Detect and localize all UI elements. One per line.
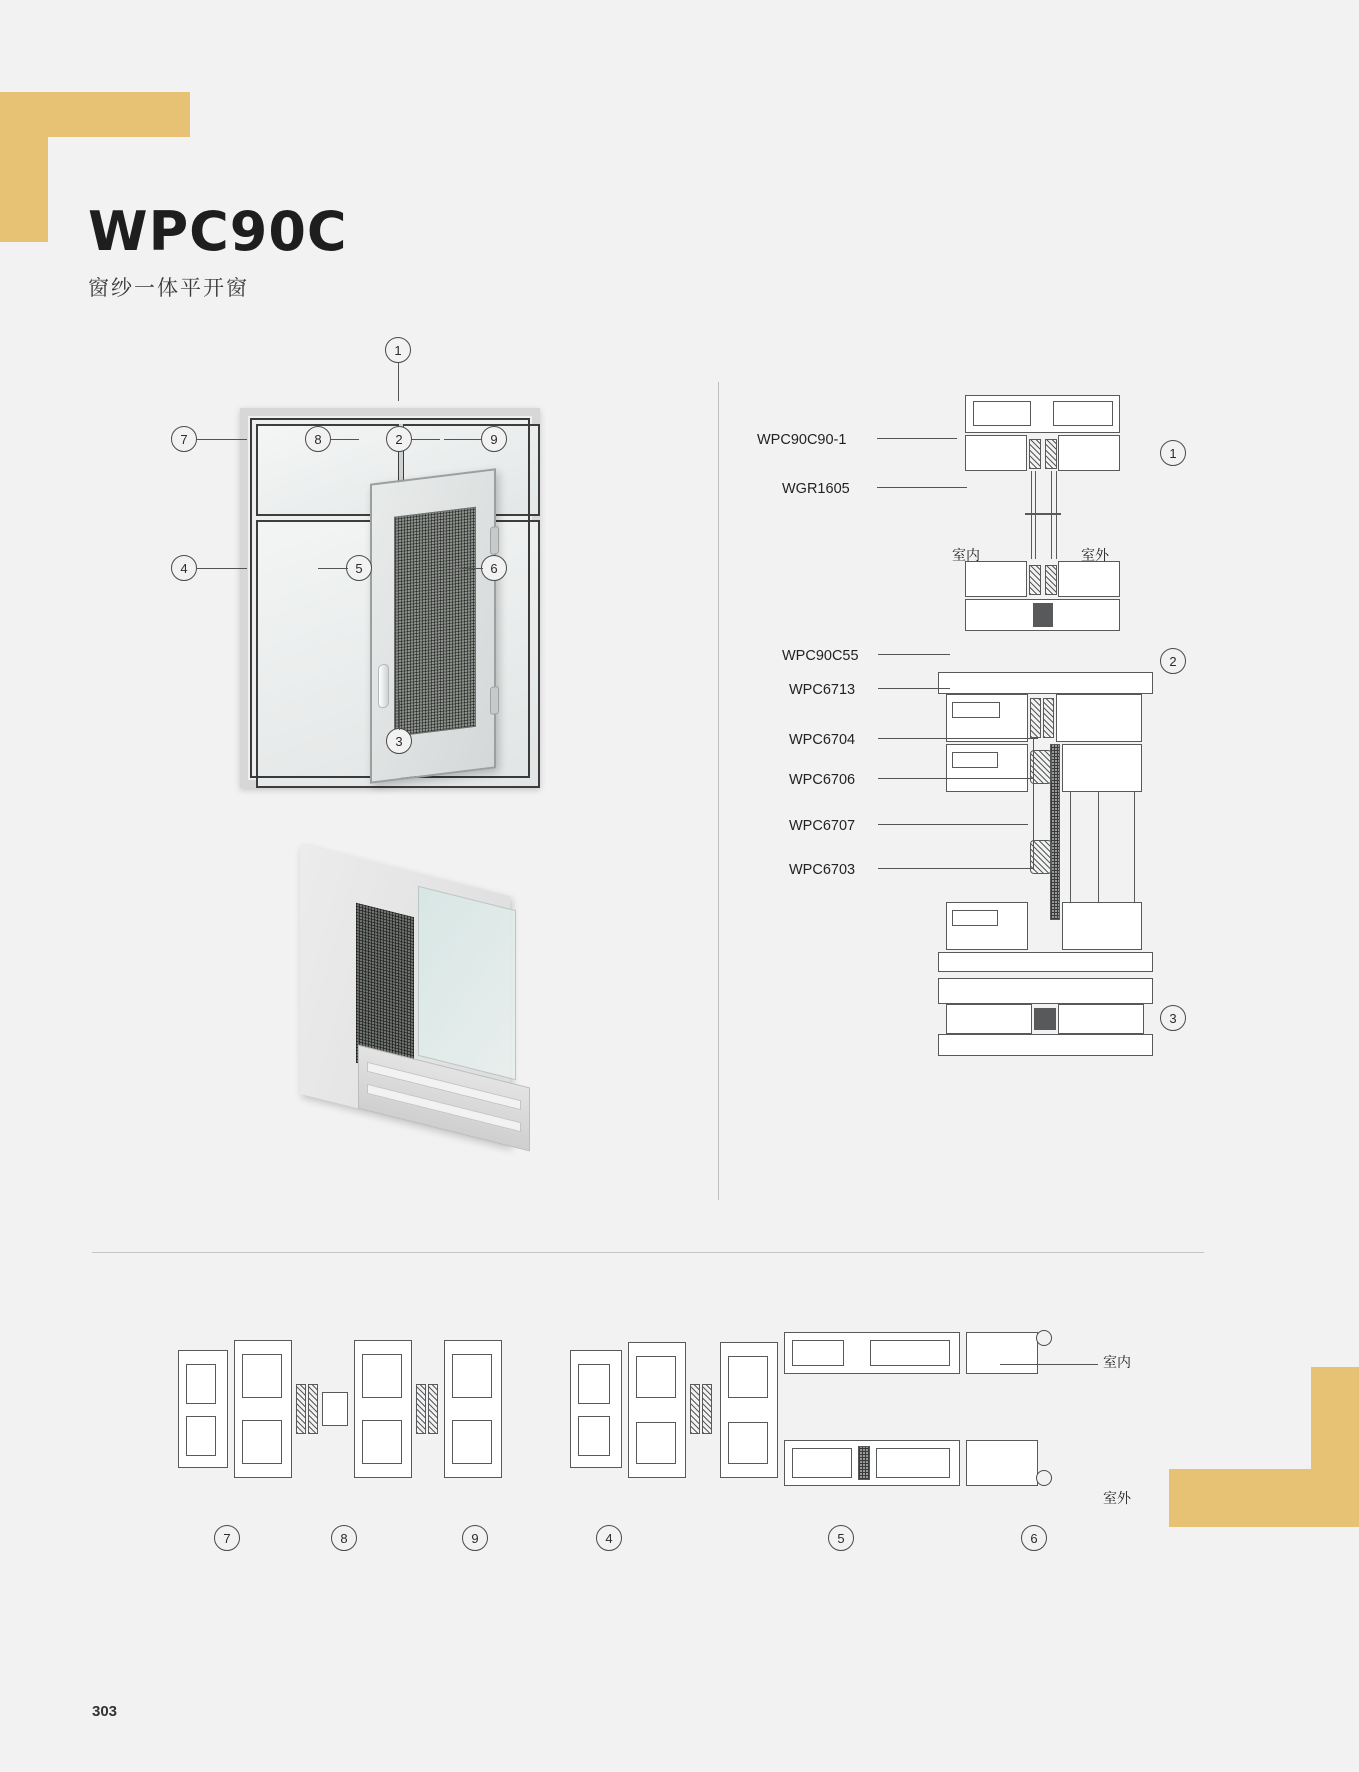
bottom-profile-group-b <box>570 1330 1090 1490</box>
leader-callout-5 <box>318 568 348 569</box>
bottom-callout-9: 9 <box>462 1525 488 1551</box>
callout-6: 6 <box>481 555 507 581</box>
detail-callout-1: 1 <box>1160 440 1186 466</box>
decor-corner-top-left-vertical <box>0 137 48 242</box>
label-indoor-1: 室内 <box>952 547 980 563</box>
label-wpc6703: WPC6703 <box>789 862 856 878</box>
leader-wpc6713 <box>878 688 950 689</box>
page-number: 303 <box>92 1703 118 1720</box>
label-wgr1605: WGR1605 <box>782 481 850 497</box>
page-title: WPC90C <box>88 200 348 263</box>
label-wpc90c55: WPC90C55 <box>782 648 859 664</box>
detail-1-drawing <box>955 395 1130 645</box>
callout-2: 2 <box>386 426 412 452</box>
window-hinge-bottom <box>490 686 499 715</box>
leader-wpc6703 <box>878 868 1033 869</box>
label-wpc6706: WPC6706 <box>789 772 856 788</box>
decor-corner-top-left-horizontal <box>0 92 190 137</box>
horizontal-divider <box>92 1252 1204 1253</box>
leader-callout-7 <box>197 439 247 440</box>
leader-wpc6707 <box>878 824 1028 825</box>
label-wpc6713: WPC6713 <box>789 682 856 698</box>
callout-8: 8 <box>305 426 331 452</box>
detail-2-drawing <box>938 672 1153 972</box>
leader-wpc90c90-1 <box>877 438 957 439</box>
label-outdoor-bottom: 室外 <box>1103 1490 1131 1506</box>
leader-wpc90c55 <box>878 654 950 655</box>
bottom-callout-6: 6 <box>1021 1525 1047 1551</box>
leader-callout-6 <box>455 568 483 569</box>
leader-vertical-detail2 <box>1033 738 1034 870</box>
bottom-callout-5: 5 <box>828 1525 854 1551</box>
callout-5: 5 <box>346 555 372 581</box>
bottom-profile-row <box>0 1320 1359 1580</box>
detail-callout-2: 2 <box>1160 648 1186 674</box>
vertical-divider <box>718 382 719 1200</box>
window-handle <box>378 663 389 708</box>
leader-callout-3 <box>399 700 400 730</box>
label-wpc6704: WPC6704 <box>789 732 856 748</box>
page-title-block <box>88 200 348 302</box>
label-outdoor-1: 室外 <box>1081 547 1109 563</box>
section-glass <box>418 886 516 1080</box>
detail-callout-3: 3 <box>1160 1005 1186 1031</box>
bottom-profile-group-a <box>178 1340 518 1480</box>
label-indoor-bottom: 室内 <box>1103 1354 1131 1370</box>
leader-wgr1605 <box>877 487 967 488</box>
leader-callout-9 <box>444 439 482 440</box>
bottom-callout-7: 7 <box>214 1525 240 1551</box>
label-wpc6707: WPC6707 <box>789 818 856 834</box>
leader-wpc6704 <box>878 738 1038 739</box>
callout-9: 9 <box>481 426 507 452</box>
callout-1: 1 <box>385 337 411 363</box>
leader-callout-1 <box>398 363 399 401</box>
callout-3: 3 <box>386 728 412 754</box>
window-hinge-top <box>490 526 499 555</box>
page-subtitle: 窗纱一体平开窗 <box>88 277 249 300</box>
leader-callout-4 <box>197 568 247 569</box>
window-screen-mesh <box>394 507 476 737</box>
leader-callout-2 <box>412 439 440 440</box>
detail-3-drawing <box>938 978 1153 1058</box>
callout-4: 4 <box>171 555 197 581</box>
label-wpc90c90-1: WPC90C90-1 <box>757 432 847 448</box>
corner-section-photo <box>300 870 590 1160</box>
leader-callout-8 <box>331 439 359 440</box>
bottom-callout-8: 8 <box>331 1525 357 1551</box>
leader-wpc6706 <box>878 778 1033 779</box>
callout-7: 7 <box>171 426 197 452</box>
bottom-callout-4: 4 <box>596 1525 622 1551</box>
leader-indoor-bottom <box>1000 1364 1098 1365</box>
